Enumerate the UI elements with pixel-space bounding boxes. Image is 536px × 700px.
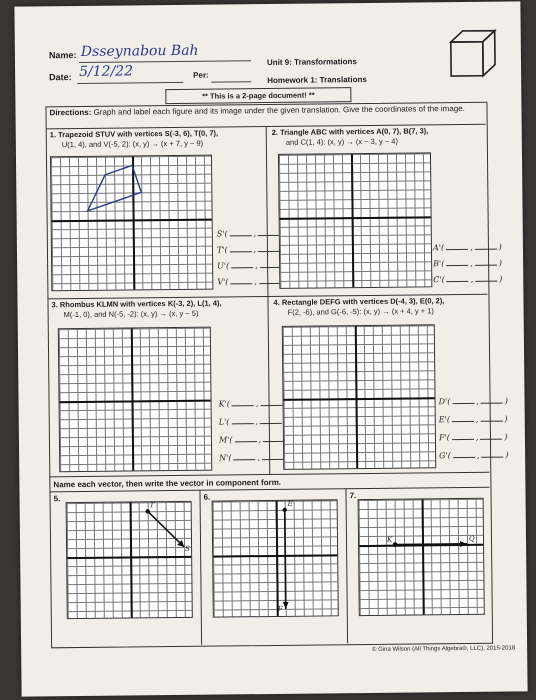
p3-x-axis — [60, 400, 211, 403]
note-box — [165, 87, 351, 104]
p2-x-axis — [280, 216, 431, 219]
per-underline — [211, 81, 251, 82]
name-value: Dsseynabou Bah — [80, 42, 199, 60]
p4-line1: 4. Rectangle DEFG with vertices D(-4, 3), E(0, 2), — [273, 296, 445, 307]
vector-5-grid — [66, 501, 193, 619]
v5-label-t: T — [149, 501, 155, 510]
unit-label: Unit 9: Transformations — [266, 57, 357, 68]
date-value: 5/12/22 — [79, 63, 134, 80]
directions: Directions: Graph and label each figure and its image under the given translation. Give the coordinates of the image. — [49, 103, 465, 118]
p2-answer-c: C'( , ) — [433, 274, 503, 285]
p1-answer-u: U'( , — [217, 260, 287, 271]
vector-7-grid — [358, 498, 485, 616]
p1-answer-s: S'( , — [217, 228, 286, 239]
homework-label: Homework 1: Translations — [267, 74, 367, 86]
p1-trapezoid-sketch — [51, 156, 214, 293]
p2-grid — [278, 152, 432, 289]
name-underline — [79, 60, 251, 63]
cube-logo-icon — [447, 28, 500, 81]
p3-answer-m: M'( , — [219, 434, 290, 445]
date-label: Date: — [49, 72, 72, 83]
p1-line2: U(1, 4), and V(-5, 2): (x, y) → (x + 7, y − 9) — [61, 138, 204, 150]
v6-label-f: F — [277, 604, 283, 613]
copyright-footer: © Gina Wilson (All Things Algebra®, LLC), 2015-2018 — [371, 645, 516, 653]
p4-answer-d: D'( , ) — [438, 396, 509, 407]
vector-5-arrow — [67, 502, 194, 620]
vector-6-number: 6. — [203, 492, 211, 502]
v7-label-q: Q — [468, 534, 475, 543]
p2-line2: and C(1, 4): (x, y) → (x − 3, y − 4) — [285, 136, 399, 147]
date-underline — [77, 82, 183, 84]
vector-7-number: 7. — [349, 491, 357, 501]
name-label: Name: — [48, 50, 77, 61]
p4-answer-f: F'( , ) — [438, 432, 508, 443]
vector-6-grid — [212, 499, 339, 617]
p1-answer-t: T'( , — [217, 244, 285, 255]
vector-5-number: 5. — [53, 494, 61, 504]
vectors-title: Name each vector, then write the vector in component form. — [53, 477, 282, 490]
p2-line1: 2. Triangle ABC with vertices A(0, 7), B(7, 3), — [271, 126, 429, 137]
p2-answer-b: B'( , ) — [433, 258, 503, 269]
vector-6-arrow — [213, 500, 340, 618]
p3-answer-l: L'( , — [219, 416, 287, 427]
v6-label-e: E — [287, 499, 293, 508]
worksheet-page — [14, 1, 527, 696]
per-label: Per: — [193, 70, 209, 80]
p3-answer-k: K'( , — [219, 398, 288, 409]
p1-grid — [50, 155, 213, 292]
p4-answer-e: E'( , ) — [438, 414, 508, 425]
p4-x-axis — [284, 397, 435, 400]
v5-label-s: S — [185, 544, 190, 553]
note-text: ** This is a 2-page document! ** — [202, 90, 315, 101]
p4-grid — [282, 324, 436, 470]
p2-y-axis — [351, 154, 354, 287]
vector-7-arrow — [359, 499, 486, 617]
p4-line2: F(2, -6), and G(-6, -5): (x, y) → (x + 4, y + 1) — [287, 306, 434, 317]
p4-answer-g: G'( , ) — [439, 450, 509, 461]
p3-grid — [58, 327, 212, 473]
p3-line1: 3. Rhombus KLMN with vertices K(-3, 2), L(1, 4), — [51, 298, 222, 310]
p3-line2: M(-1, 0), and N(-5, -2): (x, y) → (x, y − 5) — [63, 308, 199, 320]
p1-line1: 1. Trapezoid STUV with vertices S(-3, 6), T(0, 7), — [49, 128, 219, 140]
p1-answer-v: V'( , — [217, 276, 286, 287]
p3-answer-n: N'( , — [219, 452, 289, 463]
p2-answer-a: A'( , ) — [432, 242, 502, 253]
v7-label-k: K — [386, 535, 393, 544]
